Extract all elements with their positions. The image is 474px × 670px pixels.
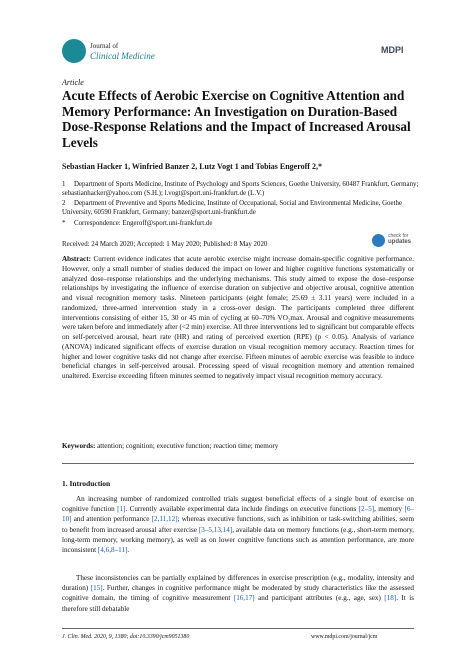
abstract-label: Abstract:: [62, 255, 91, 263]
citation-link[interactable]: [2,11,12]: [151, 515, 178, 524]
paper-title: Acute Effects of Aerobic Exercise on Cognitive Attention and Memory Performance: An Investigation on Duration-Based Dose-Response Relations and the Impact of Increased Arousal Levels: [62, 88, 411, 150]
affiliation-text[interactable]: Correspondence: Engeroff@sport.uni-frankfurt.de: [74, 220, 213, 227]
journal-of-label: Journal of: [90, 42, 119, 50]
abstract-text: Current evidence indicates that acute aerobic exercise might increase domain-specific cognitive performance. However, only a small number of studies deduced the impact on lower and higher cognitive functions systematically or analyzed dose–response relationships and the underlying mechanisms. This study aimed to expose the dose–response relationships by investigating the influence of exercise duration on subjective and objective arousal, cognitive attention and visual recognition memory tasks. Nineteen participants (eight female; 25.69 ± 3.11 years) were included in a randomized, three-armed intervention study in a cross-over design. The participants completed three different interventions consisting of either 15, 30 or 45 min of cycling at 60–70% VO₂max. Arousal and cognitive measurements were taken before and immediately after (<2 min) exercise. All three interventions led to significant but comparable effects on self-perceived arousal, heart rate (HR) and rating of perceived exertion (RPE) (p < 0.05). Analysis of variance (ANOVA) indicated significant effects of exercise duration on visual recognition memory accuracy. Reaction times for higher and lower cognitive tasks did not change after exercise. Fifteen minutes of aerobic exercise was feasible to induce beneficial changes in self-perceived arousal. Processing speed of visual recognition memory and attention remained unaltered. Exercise exceeding fifteen minutes seemed to negatively impact visual recognition memory accuracy.: [62, 255, 414, 380]
section-heading: 1. Introduction: [62, 479, 111, 488]
check-updates-label: check for updates: [388, 233, 412, 245]
citation-link[interactable]: [1]: [117, 505, 126, 514]
affiliation-mark: 1: [62, 181, 66, 188]
footer-divider: [62, 628, 414, 629]
affiliation-mark: 2: [62, 200, 66, 207]
keywords-label: Keywords:: [62, 442, 96, 450]
affiliation-text: Department of Preventive and Sports Medicine, Institute of Occupational, Social and Environmental Medicine, Goethe University, 60590 Frankfurt, Germany; banzer@sport.uni-frankfurt.de: [62, 200, 402, 217]
citation-link[interactable]: [16,17]: [233, 594, 255, 603]
affiliation-text: Department of Sports Medicine, Institute of Psychology and Sports Sciences, Goethe University, 60487 Frankfurt, Germany; sebastianhacker@yahoo.com (S.H.); l.vogt@sport.uni-frankfurt.de (L.V.): [62, 181, 419, 198]
authors: Sebastian Hacker 1, Winfried Banzer 2, Lutz Vogt 1 and Tobias Engeroff 2,*: [62, 162, 322, 171]
divider: [62, 463, 414, 464]
check-updates-icon: [372, 234, 385, 247]
mdpi-logo[interactable]: MDPI: [381, 45, 404, 55]
publication-dates: Received: 24 March 2020; Accepted: 1 May 2020; Published: 8 May 2020: [62, 241, 268, 248]
article-type: Article: [62, 78, 84, 87]
citation-link[interactable]: [3–5,13,14]: [198, 525, 233, 534]
citation-link[interactable]: [4,6,8–11]: [97, 546, 128, 555]
citation-link[interactable]: [2–5]: [358, 505, 375, 514]
keywords: [62, 442, 414, 450]
affiliation-1: [62, 180, 432, 198]
correspondence: [62, 219, 432, 228]
intro-paragraph-1: An increasing number of randomized controlled trials suggest beneficial effects of a single bout of exercise on cognitive function [1]. Currently available experimental data include findings on executive functions [2–5], memory [6–10] and attention performance [2,11,12]; whereas executive functions, such as inhibition or task-switching abilities, seem to benefit from increased arousal after exercise [3–5,13,14], available data on memory functions (e.g., short-term memory, long-term memory, working memory), as well as on lower cognitive functions such as attention performance, are more inconsistent [4,6,8–11].: [62, 495, 415, 555]
affiliation-2: [62, 199, 432, 217]
journal-name[interactable]: Clinical Medicine: [90, 51, 155, 61]
citation-link[interactable]: [15]: [90, 584, 103, 593]
footer-journal-url[interactable]: www.mdpi.com/journal/jcm: [311, 634, 378, 640]
keywords-text: attention; cognition; executive function; reaction time; memory: [97, 442, 279, 450]
footer-citation: J. Clin. Med. 2020, 9, 1380; doi:10.3390/jcm9051380: [62, 634, 190, 640]
journal-logo-icon: [62, 39, 86, 63]
citation-link[interactable]: [18]: [384, 594, 397, 603]
check-for-updates-button[interactable]: [372, 233, 416, 249]
affiliation-mark: *: [62, 220, 66, 227]
abstract: [62, 255, 414, 382]
citation-link[interactable]: [6–10]: [62, 505, 415, 524]
intro-paragraph-2: These inconsistencies can be partially explained by differences in exercise prescription (e.g., modality, intensity and duration) [15]. Further, changes in cognitive performance might be moderated by study characteristics like the assessed cognitive domain, the timing of cognitive measurement [16,17] and participant attributes (e.g., age, sex) [18]. It is therefore still debatable: [62, 574, 415, 613]
